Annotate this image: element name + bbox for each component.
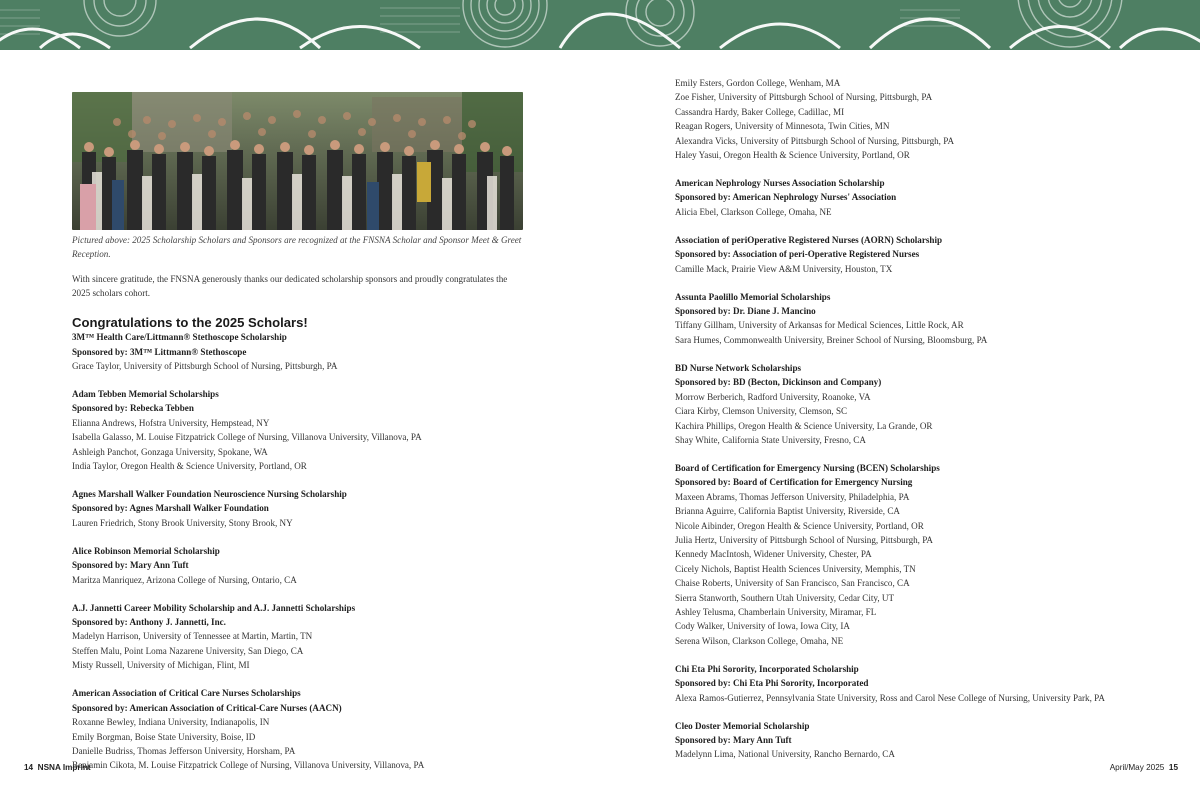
recipient: Ashleigh Panchot, Gonzaga University, Spokane, WA	[72, 446, 268, 457]
recipient: Nicole Aibinder, Oregon Health & Science University, Portland, OR	[675, 520, 924, 531]
scholarship-entry	[675, 662, 1175, 705]
scholarship-entry	[72, 544, 527, 587]
scholarship-title: Board of Certification for Emergency Nursing (BCEN) Scholarships	[675, 462, 940, 473]
intro-paragraph: With sincere gratitude, the FNSNA generously thanks our dedicated scholarship sponsors and proudly congratulates the 2025 scholars cohort.	[72, 273, 508, 298]
recipient: Elianna Andrews, Hofstra University, Hempstead, NY	[72, 417, 270, 428]
scholarship-title: Association of periOperative Registered Nurses (AORN) Scholarship	[675, 234, 943, 245]
scholarship-title: 3M™ Health Care/Littmann® Stethoscope Scholarship	[72, 332, 287, 343]
recipient: Isabella Galasso, M. Louise Fitzpatrick College of Nursing, Villanova University, Villanova, PA	[72, 432, 422, 443]
scholarship-sponsor: Sponsored by: Anthony J. Jannetti, Inc.	[72, 617, 226, 628]
recipient: Grace Taylor, University of Pittsburgh School of Nursing, Pittsburgh, PA	[72, 361, 338, 371]
footer-right	[1110, 763, 1178, 772]
recipient: Sara Humes, Commonwealth University, Breiner School of Nursing, Bloomsburg, PA	[675, 334, 988, 345]
right-page-content	[675, 76, 1175, 775]
recipient: Benjamin Cikota, M. Louise Fitzpatrick College of Nursing, Villanova University, Villanova, PA	[72, 760, 425, 771]
issue-date: April/May 2025	[1109, 763, 1165, 772]
recipient: Kachira Phillips, Oregon Health & Science University, La Grande, OR	[675, 420, 933, 431]
photo-caption: Pictured above: 2025 Scholarship Scholars and Sponsors are recognized at the FNSNA Scholar and Sponsor Meet & Greet Reception.	[72, 235, 522, 260]
left-scholarship-list	[72, 330, 527, 773]
recipient: India Taylor, Oregon Health & Science University, Portland, OR	[72, 461, 307, 472]
recipient: Misty Russell, University of Michigan, Flint, MI	[72, 660, 250, 671]
section-headline: Congratulations to the 2025 Scholars!	[72, 315, 308, 331]
continued-recipient-list	[675, 76, 1175, 162]
scholarship-title: Adam Tebben Memorial Scholarships	[72, 389, 219, 399]
scholarship-entry	[72, 387, 527, 473]
scholarship-sponsor: Sponsored by: Mary Ann Tuft	[72, 560, 189, 571]
recipient: Roxanne Bewley, Indiana University, Indianapolis, IN	[72, 717, 270, 728]
recipient: Morrow Berberich, Radford University, Roanoke, VA	[675, 391, 871, 402]
recipient: Steffen Malu, Point Loma Nazarene University, San Diego, CA	[72, 645, 304, 656]
left-page-content	[72, 92, 527, 786]
scholarship-sponsor: Sponsored by: Association of peri-Operative Registered Nurses	[675, 249, 920, 260]
scholarship-title: BD Nurse Network Scholarships	[675, 362, 802, 373]
recipient: Kennedy MacIntosh, Widener University, Chester, PA	[675, 549, 872, 560]
group-photo	[72, 92, 523, 230]
scholarship-entry	[675, 176, 1175, 219]
recipient: Maritza Manriquez, Arizona College of Nursing, Ontario, CA	[72, 574, 297, 585]
recipient: Cassandra Hardy, Baker College, Cadillac, MI	[675, 106, 845, 117]
recipient: Zoe Fisher, University of Pittsburgh School of Nursing, Pittsburgh, PA	[675, 92, 933, 103]
scholarship-title: Alice Robinson Memorial Scholarship	[72, 545, 220, 556]
recipient: Madelynn Lima, National University, Rancho Bernardo, CA	[675, 749, 895, 760]
scholarship-title: Assunta Paolillo Memorial Scholarships	[675, 291, 831, 302]
recipient: Tiffany Gillham, University of Arkansas for Medical Sciences, Little Rock, AR	[675, 320, 964, 331]
recipient: Serena Wilson, Clarkson College, Omaha, NE	[675, 635, 844, 646]
recipient: Reagan Rogers, University of Minnesota, Twin Cities, MN	[675, 121, 890, 132]
recipient: Ashley Telusma, Chamberlain University, Miramar, FL	[675, 606, 877, 617]
recipient: Alicia Ebel, Clarkson College, Omaha, NE	[675, 206, 832, 217]
recipient: Danielle Budriss, Thomas Jefferson University, Horsham, PA	[72, 745, 296, 756]
scholarship-sponsor: Sponsored by: American Association of Critical-Care Nurses (AACN)	[72, 702, 342, 713]
recipient: Julia Hertz, University of Pittsburgh School of Nursing, Pittsburgh, PA	[675, 534, 933, 545]
scholarship-entry	[675, 461, 1175, 648]
scholarship-title: Chi Eta Phi Sorority, Incorporated Scholarship	[675, 663, 859, 674]
scholarship-sponsor: Sponsored by: Board of Certification for Emergency Nursing	[675, 477, 913, 488]
scholarship-entry	[72, 686, 527, 772]
publication-name: NSNA Imprint	[37, 763, 91, 772]
recipient: Cody Walker, University of Iowa, Iowa City, IA	[675, 621, 850, 632]
recipient: Cicely Nichols, Baptist Health Sciences University, Memphis, TN	[675, 563, 916, 574]
scholarship-title: A.J. Jannetti Career Mobility Scholarship and A.J. Jannetti Scholarships	[72, 602, 356, 613]
scholarship-entry	[675, 233, 1175, 276]
scholarship-sponsor: Sponsored by: Chi Eta Phi Sorority, Incorporated	[675, 678, 869, 689]
recipient: Emily Borgman, Boise State University, Boise, ID	[72, 731, 256, 742]
recipient: Maxeen Abrams, Thomas Jefferson University, Philadelphia, PA	[675, 491, 910, 502]
recipient: Chaise Roberts, University of San Francisco, San Francisco, CA	[675, 578, 910, 589]
scholarship-title: American Association of Critical Care Nurses Scholarships	[72, 688, 301, 699]
left-page-number: 14	[24, 763, 34, 772]
recipient: Alexa Ramos-Gutierrez, Pennsylvania State University, Ross and Carol Nese College of Nursing, University Park, PA	[675, 692, 1105, 703]
recipient: Brianna Aguirre, California Baptist University, Riverside, CA	[675, 506, 900, 517]
scholarship-sponsor: Sponsored by: 3M™ Littmann® Stethoscope	[72, 346, 247, 357]
right-scholarship-list	[675, 176, 1175, 762]
recipient: Haley Yasui, Oregon Health & Science University, Portland, OR	[675, 150, 910, 161]
recipient: Shay White, California State University, Fresno, CA	[675, 434, 866, 445]
scholarship-title: Agnes Marshall Walker Foundation Neuroscience Nursing Scholarship	[72, 489, 347, 500]
scholarship-sponsor: Sponsored by: BD (Becton, Dickinson and Company)	[675, 377, 882, 388]
scholarship-entry	[72, 601, 527, 673]
scholarship-sponsor: Sponsored by: American Nephrology Nurses' Association	[675, 192, 897, 203]
recipient: Alexandra Vicks, University of Pittsburgh School of Nursing, Pittsburgh, PA	[675, 135, 955, 146]
recipient: Lauren Friedrich, Stony Brook University, Stony Brook, NY	[72, 517, 293, 528]
scholarship-sponsor: Sponsored by: Mary Ann Tuft	[675, 735, 792, 745]
scholarship-sponsor: Sponsored by: Rebecka Tebben	[72, 403, 194, 414]
decorative-banner	[0, 0, 1200, 50]
scholarship-entry	[72, 330, 527, 373]
recipient: Ciara Kirby, Clemson University, Clemson, SC	[675, 406, 848, 417]
scholarship-entry	[675, 361, 1175, 447]
scholarship-sponsor: Sponsored by: Agnes Marshall Walker Foundation	[72, 503, 269, 514]
scholarship-entry	[675, 290, 1175, 348]
scholarship-title: Cleo Doster Memorial Scholarship	[675, 720, 810, 731]
footer-left	[24, 763, 91, 772]
recipient: Madelyn Harrison, University of Tennessee at Martin, Martin, TN	[72, 631, 313, 642]
scholarship-entry	[675, 719, 1175, 762]
recipient: Camille Mack, Prairie View A&M University, Houston, TX	[675, 263, 893, 274]
scholarship-entry	[72, 487, 527, 530]
recipient: Sierra Stanworth, Southern Utah University, Cedar City, UT	[675, 592, 895, 603]
scholarship-sponsor: Sponsored by: Dr. Diane J. Mancino	[675, 306, 816, 317]
scholarship-title: American Nephrology Nurses Association Scholarship	[675, 178, 885, 189]
recipient: Emily Esters, Gordon College, Wenham, MA	[675, 78, 841, 88]
right-page-number: 15	[1168, 763, 1178, 772]
